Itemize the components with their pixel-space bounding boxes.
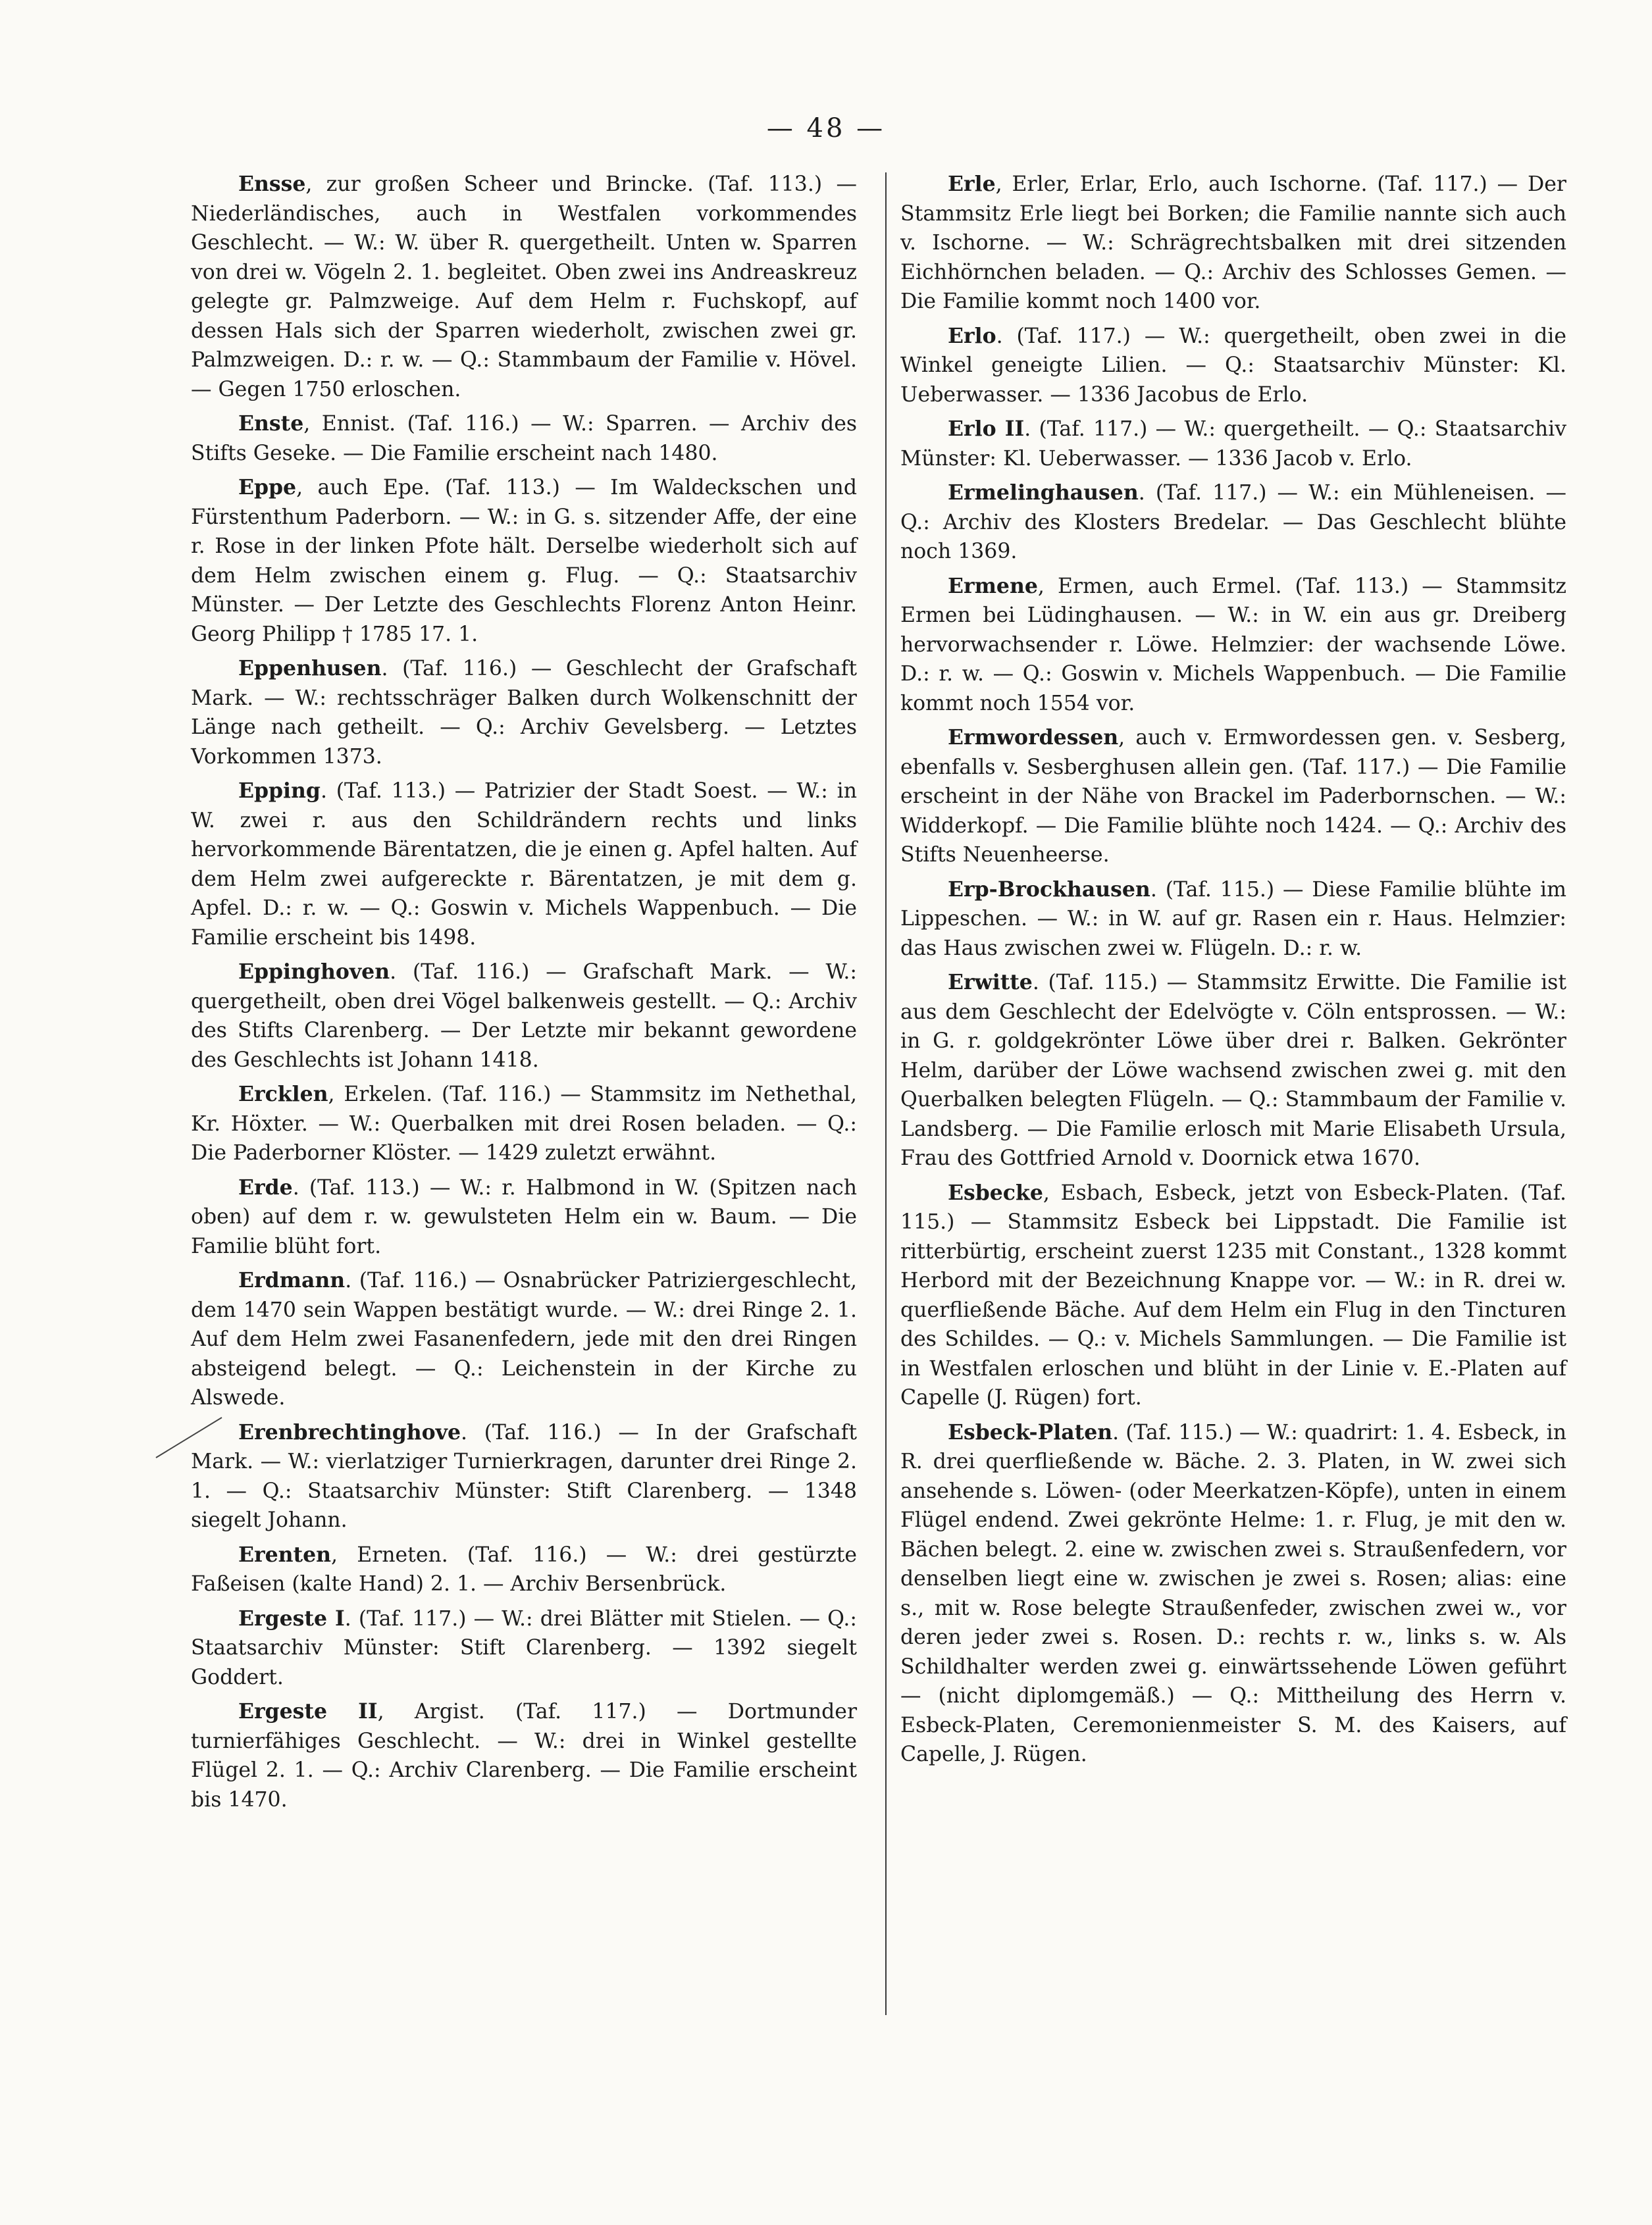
entry-headword: Ermelinghausen: [948, 480, 1139, 505]
dictionary-entry: [191, 777, 857, 952]
dictionary-entry: [900, 478, 1566, 567]
entry-headword: Ergeste II: [238, 1699, 378, 1724]
entry-text: , Argist. (Taf. 117.) — Dortmunder turnierfähiges Geschlecht. — W.: drei in Winkel gestellte Flügel 2. 1. — Q.: Archiv Clarenberg. — Die Familie erscheint bis 1470.: [191, 1700, 858, 1812]
entry-text: , Erler, Erlar, Erlo, auch Ischorne. (Taf. 117.) — Der Stammsitz Erle liegt bei Borken; die Familie nannte sich auch v. Ischorne. — W.: Schrägrechtsbalken mit drei sitzenden Eichhörnchen beladen. — Q.: Archiv des Schlosses Gemen. — Die Familie kommt noch 1400 vor.: [900, 172, 1566, 313]
entry-headword: Eppinghoven: [238, 959, 390, 984]
dictionary-entry: [191, 409, 857, 468]
entry-headword: Erlo II: [948, 417, 1025, 441]
dictionary-entry: [191, 1604, 857, 1693]
entry-headword: Epping: [238, 779, 321, 803]
entry-text: , Esbach, Esbeck, jetzt von Esbeck-Platen. (Taf. 115.) — Stammsitz Esbeck bei Lippstadt. Die Familie ist ritterbürtig, erscheint zuerst 1235 mit Constant., 1328 kommt Herbord mit der Bezeichnung Knappe vor. — W.: in R. drei w. querfließende Bäche. Auf dem Helm ein Flug in den Tincturen des Schildes. — Q.: v. Michels Sammlungen. — Die Familie ist in Westfalen erloschen und blüht in der Linie v. E.-Platen auf Capelle (J. Rügen) fort.: [900, 1181, 1566, 1410]
entry-text: . (Taf. 116.) — Geschlecht der Grafschaft Mark. — W.: rechtsschräger Balken durch Wolkenschnitt der Länge nach getheilt. — Q.: Archiv Gevelsberg. — Letztes Vorkommen 1373.: [191, 657, 857, 769]
dictionary-entry: [191, 170, 857, 404]
entry-headword: Eppenhusen: [238, 656, 382, 680]
dictionary-entry: [191, 1173, 857, 1262]
entry-text: , Ermen, auch Ermel. (Taf. 113.) — Stammsitz Ermen bei Lüdinghausen. — W.: in W. ein aus gr. Dreiberg hervorwachsender r. Löwe. Helmzier: der wachsende Löwe. D.: r. w. — Q.: Goswin v. Michels Wappenbuch. — Die Familie kommt noch 1554 vor.: [900, 574, 1566, 715]
dictionary-entry: [900, 572, 1566, 719]
right-column: [900, 170, 1566, 1775]
entry-text: , zur großen Scheer und Brincke. (Taf. 113.) — Niederländisches, auch in Westfalen vorkommendes Geschlecht. — W.: W. über R. quergetheilt. Unten w. Sparren von drei w. Vögeln 2. 1. begleitet. Oben zwei ins Andreaskreuz gelegte gr. Palmzweige. Auf dem Helm r. Fuchskopf, auf dessen Hals sich der Sparren wiederholt, zwischen zwei gr. Palmzweigen. D.: r. w. — Q.: Stammbaum der Familie v. Hövel. — Gegen 1750 erloschen.: [191, 172, 857, 401]
entry-text: . (Taf. 117.) — W.: quergetheilt. — Q.: Staatsarchiv Münster: Kl. Ueberwasser. — 1336 Jacob v. Erlo.: [900, 417, 1566, 471]
entry-text: . (Taf. 116.) — In der Grafschaft Mark. — W.: vierlatziger Turnierkragen, darunter drei Ringe 2. 1. — Q.: Staatsarchiv Münster: Stift Clarenberg. — 1348 siegelt Johann.: [191, 1420, 857, 1532]
entry-headword: Erde: [238, 1175, 293, 1200]
dictionary-entry: [900, 322, 1566, 410]
entry-text: . (Taf. 115.) — W.: quadrirt: 1. 4. Esbeck, in R. drei querfließende w. Bäche. 2. 3. Platen, in W. zwei sich ansehende s. Löwen- (oder Meerkatzen-Köpfe), unten in einem Flügel endend. Zwei gekrönte Helme: 1. r. Flug, je mit den w. Bächen belegt. 2. eine w. zwischen zwei s. Straußenfedern, vor denselben liegt eine w. zwischen je zwei s. Rosen; alias: eine s., mit w. Rose belegte Straußenfeder, zwischen zwei w., vor deren jeder zwei s. Rosen. D.: rechts r. w., links s. w. Als Schildhalter werden zwei g. einwärtssehende Löwen geführt — (nicht diplomgemäß.) — Q.: Mittheilung des Herrn v. Esbeck-Platen, Ceremonienmeister S. M. des Kaisers, auf Capelle, J. Rügen.: [900, 1420, 1566, 1766]
column-divider: [885, 172, 887, 2015]
entry-headword: Ensse: [238, 172, 306, 196]
entry-text: , auch v. Ermwordessen gen. v. Sesberg, ebenfalls v. Sesberghusen allein gen. (Taf. 117.) — Die Familie erscheint in der Nähe von Brackel im Paderbornschen. — W.: Widderkopf. — Die Familie blühte noch 1424. — Q.: Archiv des Stifts Neuenheerse.: [900, 726, 1566, 867]
entry-headword: Erdmann: [238, 1268, 346, 1292]
dictionary-entry: [900, 170, 1566, 317]
dictionary-entry: [900, 875, 1566, 963]
entry-headword: Enste: [238, 411, 304, 436]
entry-text: . (Taf. 113.) — W.: r. Halbmond in W. (Spitzen nach oben) auf dem r. w. gewulsteten Helm ein w. Baum. — Die Familie blüht fort.: [191, 1175, 857, 1258]
dictionary-entry: [191, 654, 857, 771]
entry-text: . (Taf. 117.) — W.: drei Blätter mit Stielen. — Q.: Staatsarchiv Münster: Stift Clarenberg. — 1392 siegelt Goddert.: [191, 1606, 857, 1689]
entry-headword: Ermene: [948, 573, 1038, 598]
dictionary-entry: [900, 415, 1566, 473]
entry-headword: Erp-Brockhausen: [948, 877, 1150, 902]
dictionary-entry: [191, 1697, 857, 1814]
entry-text: . (Taf. 117.) — W.: ein Mühleneisen. — Q.: Archiv des Klosters Bredelar. — Das Geschlecht blühte noch 1369.: [900, 481, 1566, 563]
dictionary-entry: [191, 1266, 857, 1413]
dictionary-entry: [900, 968, 1566, 1173]
dictionary-entry: [191, 958, 857, 1075]
entry-headword: Ermwordessen: [948, 725, 1119, 750]
entry-text: , Ennist. (Taf. 116.) — W.: Sparren. — Archiv des Stifts Geseke. — Die Familie erscheint nach 1480.: [191, 412, 857, 465]
entry-text: . (Taf. 117.) — W.: quergetheilt, oben zwei in die Winkel geneigte Lilien. — Q.: Staatsarchiv Münster: Kl. Ueberwasser. — 1336 Jacobus de Erlo.: [900, 324, 1566, 407]
entry-headword: Erenbrechtinghove: [238, 1419, 461, 1445]
dictionary-entry: [191, 473, 857, 649]
entry-headword: Erenten: [238, 1542, 332, 1567]
entry-headword: Erwitte: [948, 970, 1033, 994]
dictionary-entry: [191, 1541, 857, 1599]
entry-text: . (Taf. 116.) — Grafschaft Mark. — W.: quergetheilt, oben drei Vögel balkenweis gestellt. — Q.: Archiv des Stifts Clarenberg. — Der Letzte mir bekannt gewordene des Geschlechts ist Johann 1418.: [191, 960, 857, 1072]
entry-text: . (Taf. 113.) — Patrizier der Stadt Soest. — W.: in W. zwei r. aus den Schildrändern rechts und links hervorkommende Bärentatzen, die je einen g. Apfel halten. Auf dem Helm zwei aufgereckte r. Bärentatzen, je mit dem g. Apfel. D.: r. w. — Q.: Goswin v. Michels Wappenbuch. — Die Familie erscheint bis 1498.: [191, 779, 857, 950]
page-number: — 48 —: [766, 113, 886, 143]
entry-text: , Erkelen. (Taf. 116.) — Stammsitz im Nethethal, Kr. Höxter. — W.: Querbalken mit drei Rosen beladen. — Q.: Die Paderborner Klöster. — 1429 zuletzt erwähnt.: [191, 1083, 857, 1165]
dictionary-entry: [191, 1080, 857, 1168]
dictionary-entry: [900, 1179, 1566, 1413]
dictionary-entry: [900, 1418, 1566, 1770]
entry-headword: Esbecke: [948, 1180, 1043, 1205]
entry-text: . (Taf. 115.) — Stammsitz Erwitte. Die Familie ist aus dem Geschlecht der Edelvögte v. Cöln entsprossen. — W.: in G. r. goldgekrönter Löwe über drei r. Balken. Gekrönter Helm, darüber der Löwe wachsend zwischen zwei g. mit den Querbalken belegten Flügeln. — Q.: Stammbaum der Familie v. Landsberg. — Die Familie erlosch mit Marie Elisabeth Ursula, Frau des Gottfried Arnold v. Doornick etwa 1670.: [900, 971, 1566, 1170]
entry-headword: Ergeste I: [238, 1606, 345, 1631]
entry-headword: Esbeck-Platen: [948, 1419, 1113, 1445]
dictionary-entry: [900, 723, 1566, 870]
entry-text: , Erneten. (Taf. 116.) — W.: drei gestürzte Faßeisen (kalte Hand) 2. 1. — Archiv Bersenbrück.: [191, 1543, 857, 1596]
entry-text: . (Taf. 116.) — Osnabrücker Patriziergeschlecht, dem 1470 sein Wappen bestätigt wurde. — W.: drei Ringe 2. 1. Auf dem Helm zwei Fasanenfedern, jede mit den drei Ringen absteigend belegt. — Q.: Leichenstein in der Kirche zu Alswede.: [191, 1269, 857, 1410]
left-column: [191, 170, 857, 1820]
entry-text: , auch Epe. (Taf. 113.) — Im Waldeckschen und Fürstenthum Paderborn. — W.: in G. s. sitzender Affe, der eine r. Rose in der linken Pfote hält. Derselbe wiederholt sich auf dem Helm zwischen einem g. Flug. — Q.: Staatsarchiv Münster. — Der Letzte des Geschlechts Florenz Anton Heinr. Georg Philipp † 1785 17. 1.: [191, 476, 857, 646]
entry-headword: Erlo: [948, 323, 996, 348]
entry-headword: Erle: [948, 172, 996, 196]
entry-headword: Eppe: [238, 475, 297, 499]
entry-text: . (Taf. 115.) — Diese Familie blühte im Lippeschen. — W.: in W. auf gr. Rasen ein r. Haus. Helmzier: das Haus zwischen zwei w. Flügeln. D.: r. w.: [900, 877, 1566, 960]
entry-headword: Ercklen: [238, 1082, 328, 1106]
dictionary-entry: [191, 1418, 857, 1535]
